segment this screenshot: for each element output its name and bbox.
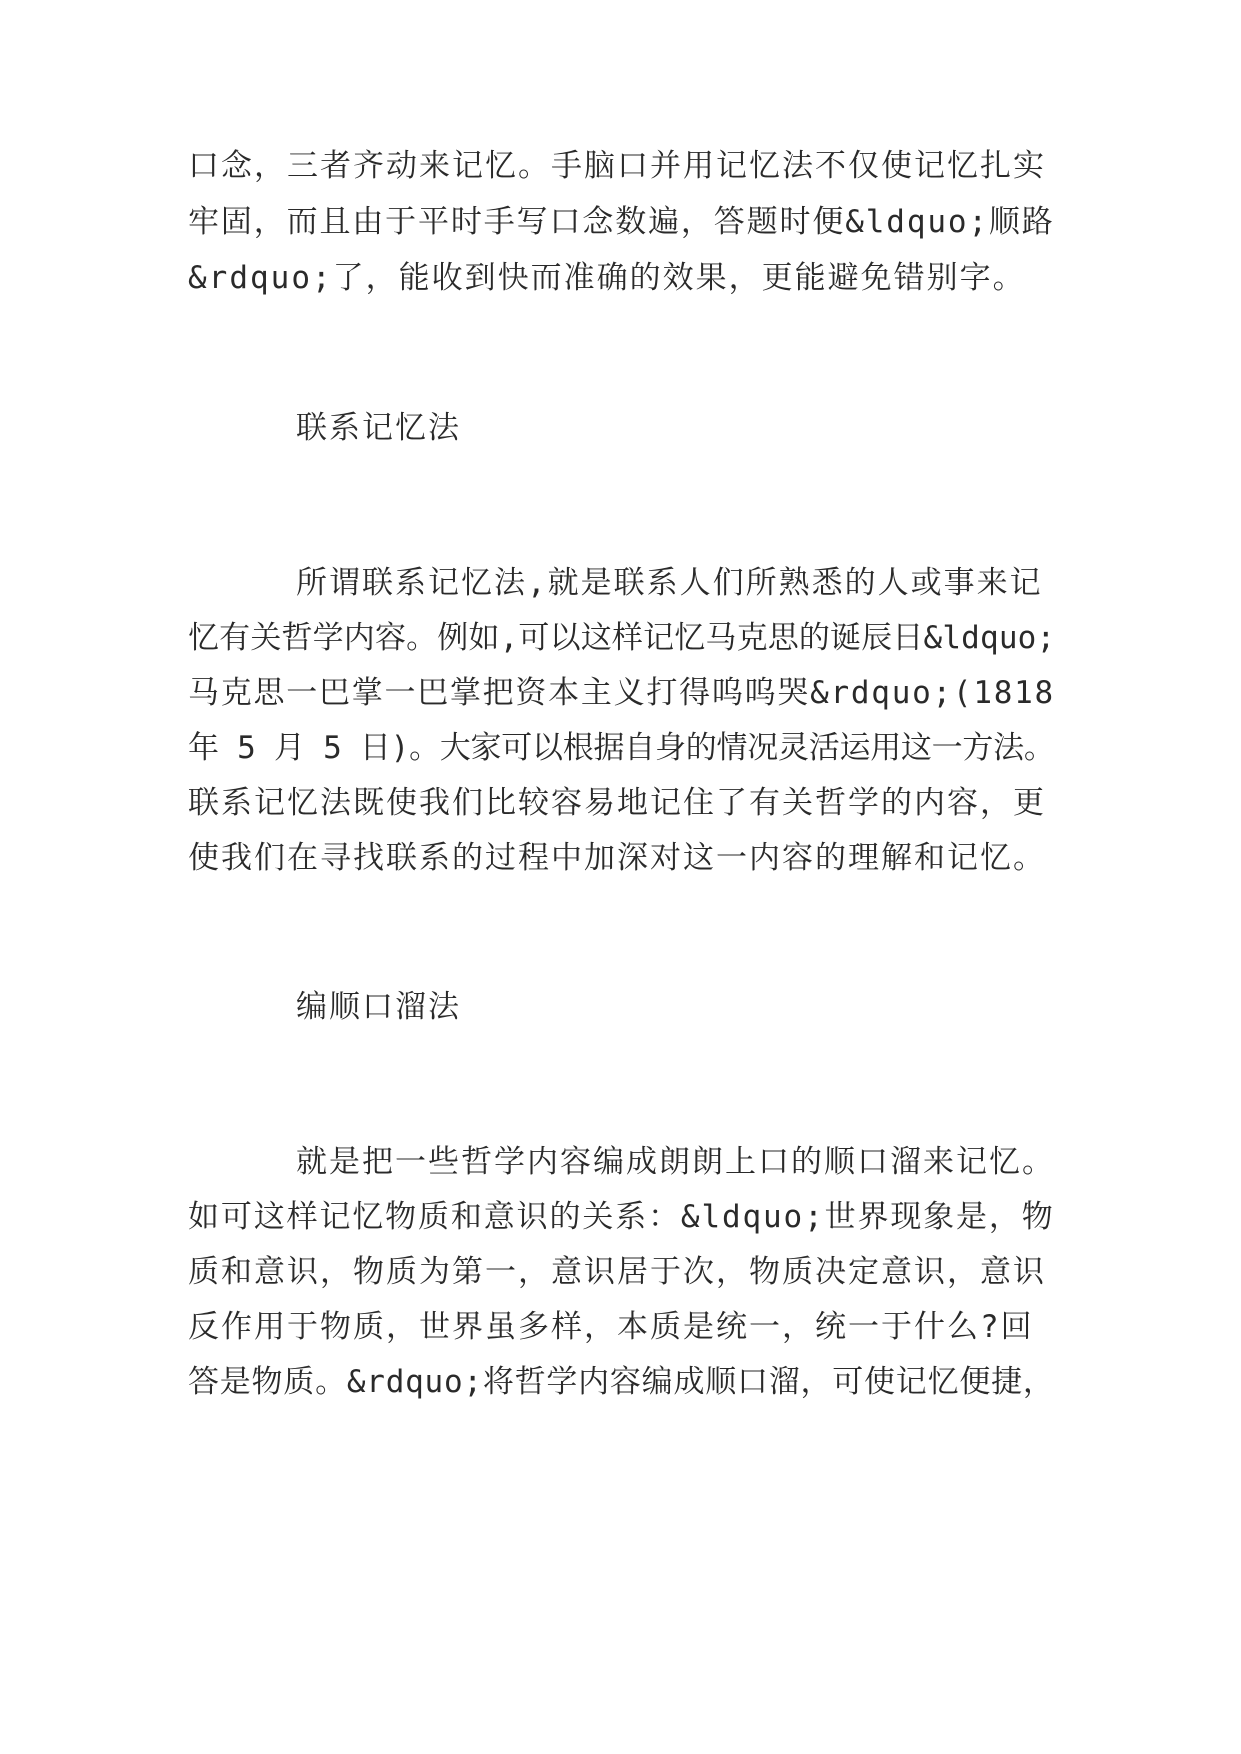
paragraph-3-line-5: 答是物质。&rdquo;将哲学内容编成顺口溜，可使记忆便捷，: [188, 1364, 1055, 1400]
paragraph-3-line-4: 反作用于物质，世界虽多样，本质是统一，统一于什么?回: [188, 1309, 1034, 1345]
section-heading-jingle-method: 编顺口溜法: [296, 989, 461, 1025]
paragraph-1-line-2: 牢固，而且由于平时手写口念数遍，答题时便&ldquo;顺路: [188, 204, 1055, 240]
paragraph-2-line-5: 联系记忆法既使我们比较容易地记住了有关哲学的内容，更: [188, 785, 1046, 821]
paragraph-2-line-2: 忆有关哲学内容。例如,可以这样记忆马克思的诞辰日&ldquo;: [188, 620, 1056, 656]
paragraph-2-line-1: 所谓联系记忆法,就是联系人们所熟悉的人或事来记: [296, 565, 1043, 601]
section-heading-association-memory: 联系记忆法: [296, 410, 461, 446]
paragraph-2-line-4: 年 5 月 5 日)。大家可以根据自身的情况灵活运用这一方法。: [188, 730, 1055, 766]
paragraph-1-line-3: &rdquo;了，能收到快而准确的效果，更能避免错别字。: [188, 260, 1026, 296]
paragraph-2-line-3: 马克思一巴掌一巴掌把资本主义打得呜呜哭&rdquo;(1818: [188, 675, 1055, 711]
paragraph-2-line-6: 使我们在寻找联系的过程中加深对这一内容的理解和记忆。: [188, 840, 1046, 876]
paragraph-3-line-3: 质和意识，物质为第一，意识居于次，物质决定意识，意识: [188, 1254, 1046, 1290]
paragraph-3-line-1: 就是把一些哲学内容编成朗朗上口的顺口溜来记忆。: [296, 1144, 1055, 1180]
paragraph-3-line-2: 如可这样记忆物质和意识的关系：&ldquo;世界现象是，物: [188, 1199, 1055, 1235]
paragraph-1-line-1: 口念，三者齐动来记忆。手脑口并用记忆法不仅使记忆扎实: [188, 148, 1046, 184]
